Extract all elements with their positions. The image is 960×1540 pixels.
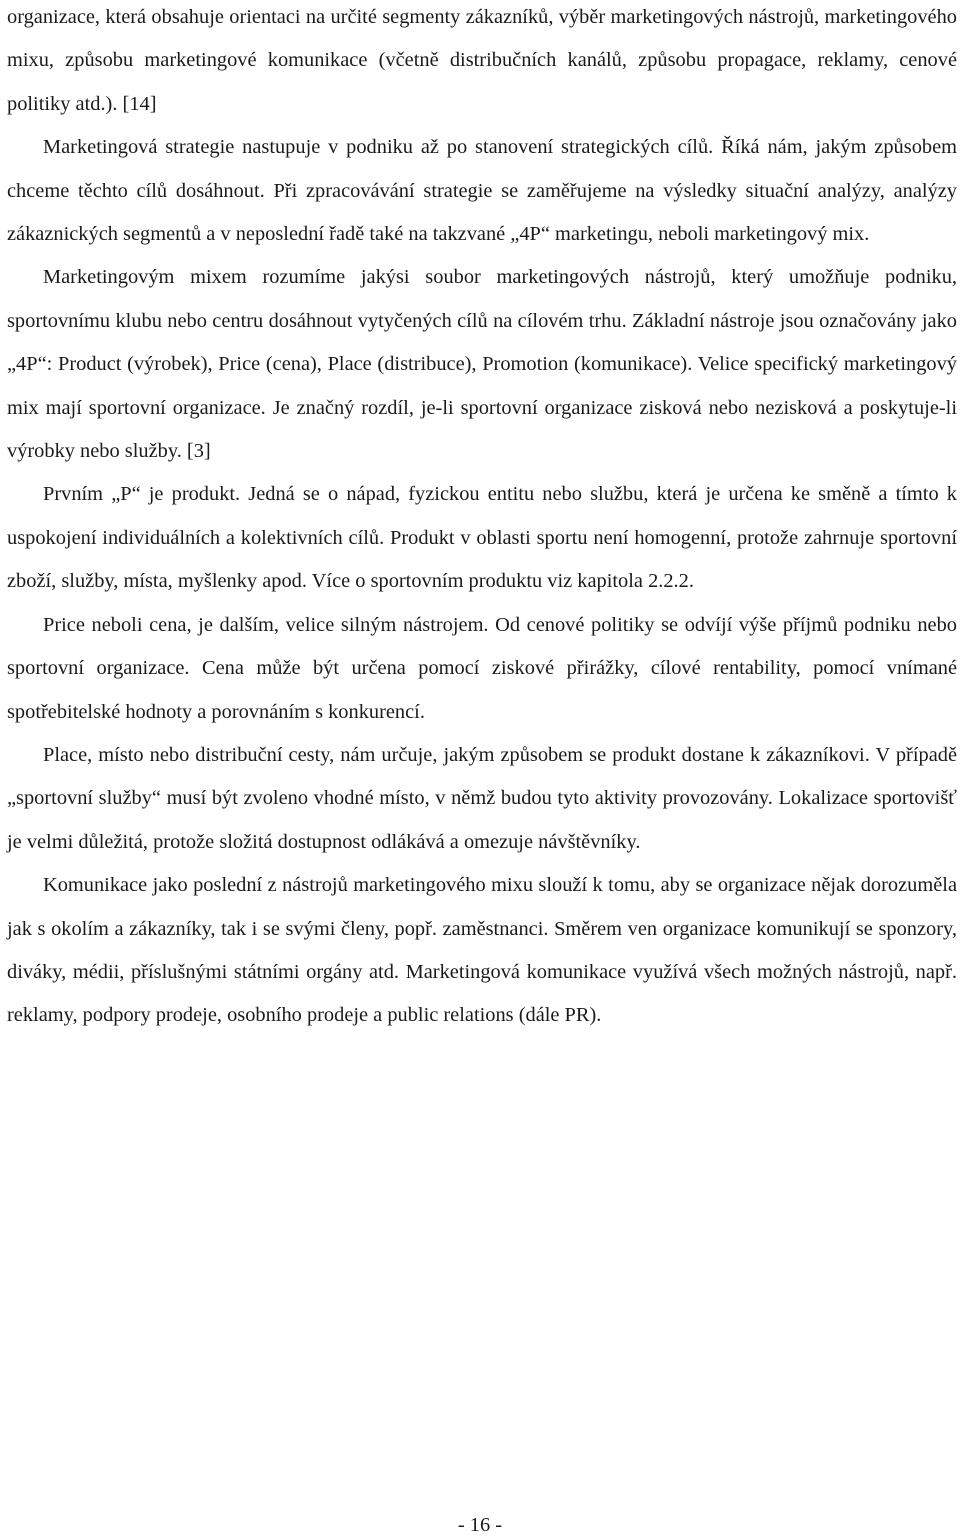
paragraph-strategy-continuation: organizace, která obsahuje orientaci na určité segmenty zákazníků, výběr marketingových nástrojů, marketingového mixu, způsobu marketingové komunikace (včetně distribučních kanálů, způsobu propagace, reklamy, cenové politiky atd.). [14] bbox=[7, 6, 957, 115]
paragraph-price: Price neboli cena, je dalším, velice silným nástrojem. Od cenové politiky se odvíjí výše příjmů podniku nebo sportovní organizace. Cena může být určena pomocí ziskové přirážky, cílové rentability, pomocí vnímané spotřebitelské hodnoty a porovnáním s konkurencí. bbox=[7, 613, 957, 723]
document-page bbox=[7, 0, 957, 1038]
paragraph-place: Place, místo nebo distribuční cesty, nám určuje, jakým způsobem se produkt dostane k zákazníkovi. V případě „sportovní služby“ musí být zvoleno vhodné místo, v němž budou tyto aktivity provozovány. Lokalizace sportovišť je velmi důležitá, protože složitá dostupnost odlákává a omezuje návštěvníky. bbox=[7, 743, 957, 853]
paragraph-product: Prvním „P“ je produkt. Jedná se o nápad, fyzickou entitu nebo službu, která je určena ke směně a tímto k uspokojení individuálních a kolektivních cílů. Produkt v oblasti sportu není homogenní, protože zahrnuje sportovní zboží, služby, místa, myšlenky apod. Více o sportovním produktu viz kapitola 2.2.2. bbox=[7, 483, 957, 593]
paragraph-marketing-strategy: Marketingová strategie nastupuje v podniku až po stanovení strategických cílů. Říká nám, jakým způsobem chceme těchto cílů dosáhnout. Při zpracovávání strategie se zaměřujeme na výsledky situační analýzy, analýzy zákaznických segmentů a v neposlední řadě také na takzvané „4P“ marketingu, neboli marketingový mix. bbox=[7, 136, 957, 246]
paragraph-promotion: Komunikace jako poslední z nástrojů marketingového mixu slouží k tomu, aby se organizace nějak dorozuměla jak s okolím a zákazníky, tak i se svými členy, popř. zaměstnanci. Směrem ven organizace komunikují se sponzory, diváky, médii, příslušnými státními orgány atd. Marketingová komunikace využívá všech možných nástrojů, např. reklamy, podpory prodeje, osobního prodeje a public relations (dále PR). bbox=[7, 874, 957, 1027]
page-number: - 16 - bbox=[457, 1514, 503, 1536]
paragraph-marketing-mix: Marketingovým mixem rozumíme jakýsi soubor marketingových nástrojů, který umožňuje podniku, sportovnímu klubu nebo centru dosáhnout vytyčených cílů na cílovém trhu. Základní nástroje jsou označovány jako „4P“: Product (výrobek), Price (cena), Place (distribuce), Promotion (komunikace). Velice specifický marketingový mix mají sportovní organizace. Je značný rozdíl, je-li sportovní organizace zisková nebo nezisková a poskytuje-li výrobky nebo služby. [3] bbox=[7, 266, 957, 463]
